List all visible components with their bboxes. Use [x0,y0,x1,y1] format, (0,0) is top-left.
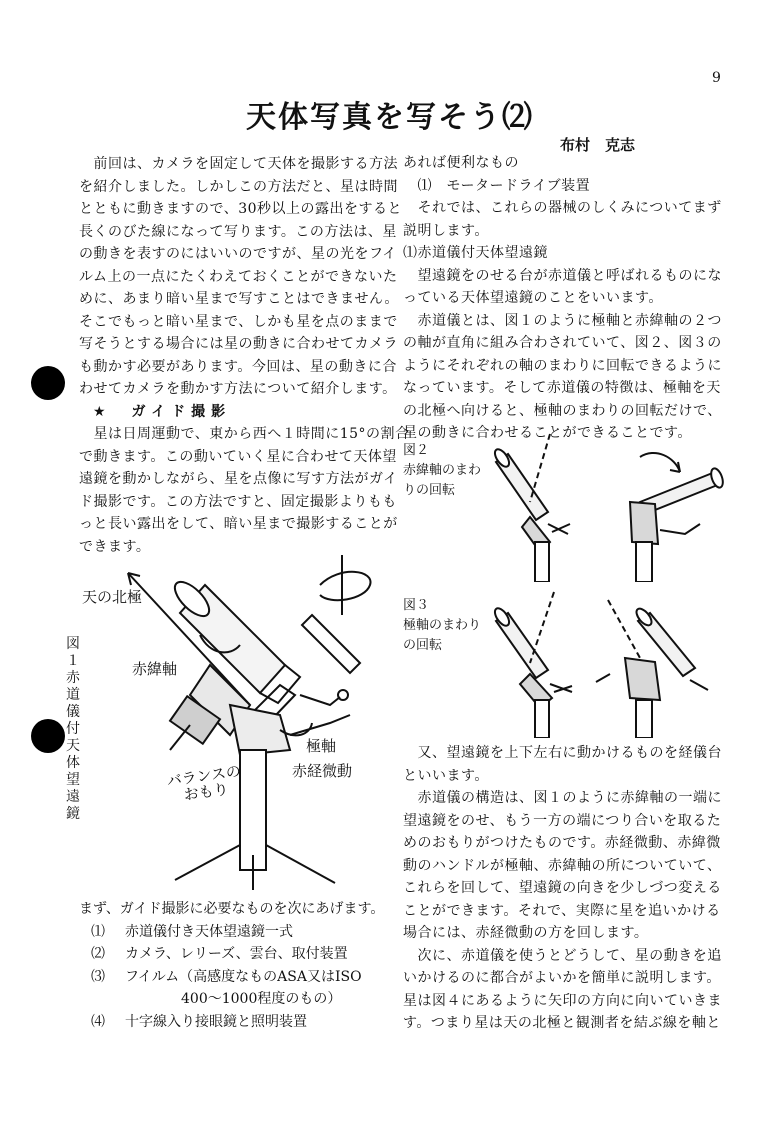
label-north-pole: 天の北極 [82,588,143,606]
list-item-number: ⑴ [91,923,105,940]
label-dec-axis: 赤緯軸 [132,660,178,678]
label-polar-axis: 極軸 [306,737,337,755]
right-column-lower [403,742,738,1035]
paragraph-line: めに、あまり暗い星まで写すことはできません。 [79,291,399,307]
paragraph-line: 次に、赤道儀を使うとどうして、星の動きを追 [403,947,722,964]
paragraph-line: の北極へ向けると、極軸のまわりの回転だけで、 [403,402,722,419]
paragraph-line: 長くのびた線になって写ります。この方法は、星 [79,223,397,240]
paragraph-line: も動かす必要があります。今回は、星の動きに合 [79,358,397,375]
paragraph-line: 望遠鏡をのせ、もう一方の端につり合いを取るた [403,812,722,829]
paragraph-line: っている天体望遠鏡のことをいいます。 [403,290,663,306]
figure-3-drawing [490,588,730,738]
figure-3-caption: 図３ 極軸のまわり の回転 [403,598,482,653]
paragraph-line: ことができます。それで、実際に星を追いかける [403,902,721,919]
paragraph-line: ルム上の一点にたくわえておくことができないた [79,268,398,285]
list-item-number: ⑶ [91,968,105,985]
list-item [79,966,409,989]
paragraph-line: 赤道儀の構造は、図１のように赤緯軸の一端に [403,790,722,806]
paragraph-line: で動きます。この動いていく星に合わせて天体望 [79,448,397,465]
list-item [79,1011,409,1034]
paragraph-line: を紹介しました。しかしこの方法だと、星は時間 [79,178,398,195]
paragraph-line: 星は日周運動で、東から西へ１時間に15°の割合 [79,426,410,442]
paragraph-line: 星の動きに合わせることができることです。 [403,425,692,441]
paragraph-line: 遠鏡を動かしながら、星を点像に写す方法がガイ [79,471,398,487]
list-item-text: 十字線入り接眼鏡と照明装置 [125,1013,307,1030]
article-title: 天体写真を写そう⑵ [246,100,534,135]
list-item [79,988,409,1011]
paragraph-line: とともに動きますので、30秒以上の露出をすると [79,201,403,217]
paragraph-line: めのおもりがつけたものです。赤経微動、赤緯微 [403,835,721,851]
paragraph-line: す。つまり星は天の北極と観測者を結ぶ線を軸と [403,1015,721,1031]
figure-1-caption: 図１ 赤道儀付天体望遠鏡 [66,636,94,822]
paragraph-line: 赤道儀とは、図１のように極軸と赤緯軸の２つ [403,312,722,329]
equipment-list [79,898,409,1033]
paragraph-line: ド撮影です。この方法ですと、固定撮影よりもも [79,493,397,510]
list-item-text: フイルム（高感度なものASA又はISO [125,968,362,985]
punch-hole [31,366,65,400]
paragraph-line: できます。 [79,538,151,555]
paragraph-line: それでは、これらの器械のしくみについてまず [403,200,722,216]
paragraph-line: これらを回して、望遠鏡の向きを少しづつ変える [403,880,722,896]
figure-2-drawing [490,432,730,582]
list-item-number: ⑷ [91,1013,105,1030]
paragraph-line: 説明します。 [403,222,489,239]
punch-hole [31,719,65,753]
paragraph-line: 写そうとする場合には星の動きに合わせてカメラ [79,336,398,352]
left-column [79,153,410,558]
paragraph-line: そこでもっと暗い星まで、しかも星を点のままで [79,313,398,330]
label-ra-fine-motion: 赤経微動 [292,762,353,780]
paragraph-line: ようにそれぞれの軸のまわりに回転できるように [403,357,722,374]
paragraph-line: いかけるのに都合がよいかを簡単に説明します。 [403,970,721,986]
right-column [403,152,738,445]
paragraph-line: 動のハンドルが極軸、赤緯軸の所についていて、 [403,857,722,874]
paragraph-line: あれば便利なもの [403,155,519,171]
paragraph-line: 前回は、カメラを固定して天体を撮影する方法 [79,156,398,172]
paragraph-line: の軸が直角に組み合わされていて、図２、図３の [403,335,722,351]
paragraph-line: 望遠鏡をのせる台が赤道儀と呼ばれるものにな [403,267,722,284]
paragraph-line: ⑴ モータードライブ装置 [403,177,591,194]
list-item-number: ⑵ [91,946,105,962]
label-counterweight: バランスのおもり [165,761,243,804]
list-item-text: カメラ、レリーズ、雲台、取付装置 [125,946,348,962]
figure-2-caption: 図２ 赤緯軸のまわ りの回転 [403,443,482,498]
paragraph-line: 場合には、赤経微動の方を回します。 [403,925,649,941]
section-heading: ★ ガイド撮影 [93,403,232,420]
paragraph-line: 又、望遠鏡を上下左右に動かけるものを経儀台 [403,745,722,761]
list-item-text: 赤道儀付き天体望遠鏡一式 [125,923,293,940]
paragraph-line: 星は図４にあるように矢印の方向に向いていきま [403,992,722,1009]
page-number: 9 [712,70,721,86]
list-item [79,943,409,966]
paragraph-line: ⑴赤道儀付天体望遠鏡 [403,245,548,261]
author-name: 布村 克志 [560,136,636,154]
paragraph-line: っと長い露出をして、暗い星まで撮影することが [79,516,398,532]
paragraph-line: といいます。 [403,767,489,784]
paragraph-line: なっています。そして赤道儀の特徴は、極軸を天 [403,380,721,396]
list-intro: まず、ガイド撮影に必要なものを次にあげます。 [79,901,385,917]
paragraph-line: わせてカメラを動かす方法について紹介します。 [79,381,397,397]
list-item [79,921,409,944]
paragraph-line: の動きを表すのにはいいのですが、星の光をフイ [79,246,397,262]
list-item-text: 400～1000程度のもの） [125,991,342,1007]
